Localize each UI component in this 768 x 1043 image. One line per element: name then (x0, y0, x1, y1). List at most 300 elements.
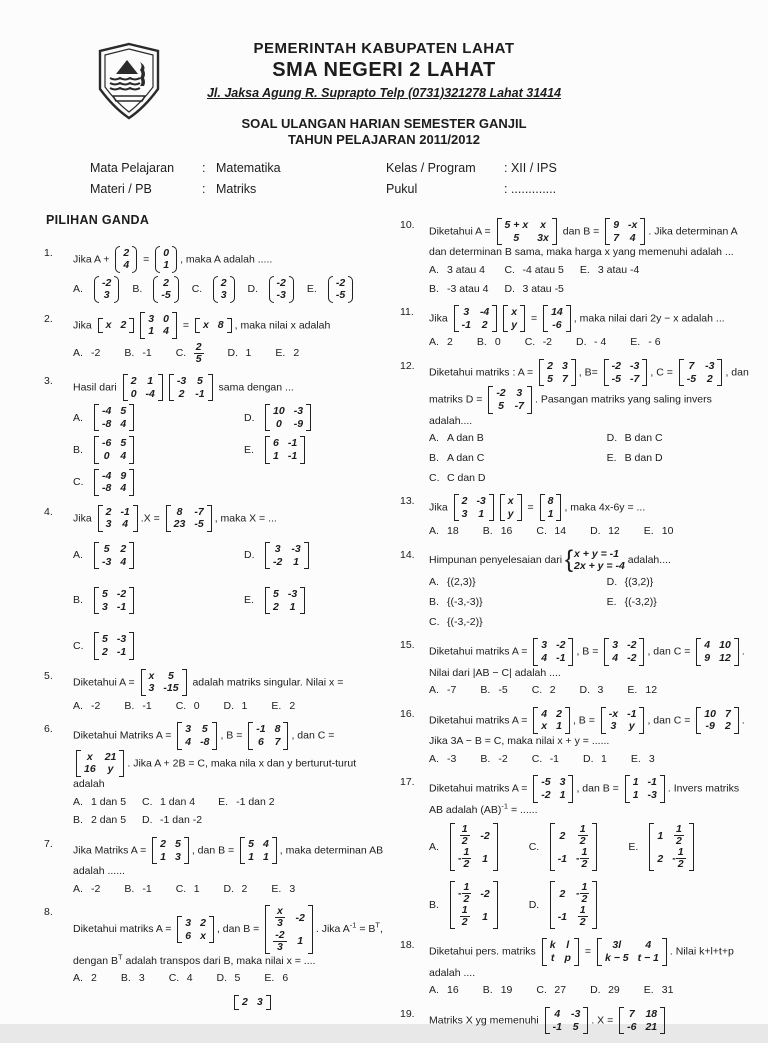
question-text: Diketahui matriks A = 3 -2 4 -1 , B = 3 -2 4 -2 , dan C = 4 10 9 12 . Nilai dari |AB − C| adalah .... (429, 639, 745, 679)
option-label: D. (244, 549, 255, 562)
option-D (607, 575, 752, 590)
option-value: 1 (601, 752, 607, 765)
option-value: 2 (549, 684, 556, 697)
option-value: -1 (142, 347, 152, 360)
question-text: Jika 3 -4 -1 2 x y = 14 -6 , maka nilai dari 2y − x adalah ... (429, 306, 725, 331)
option-label: C. (429, 615, 440, 628)
option-value: -2 (91, 882, 101, 895)
matrix: x 5 3 -15 (141, 669, 187, 696)
matrix: 3 -4 -1 2 (454, 305, 498, 332)
option-A (429, 524, 459, 539)
option-value: - 4 (594, 336, 607, 349)
matrix: x y (500, 494, 522, 521)
option-label: E. (271, 699, 282, 712)
option-value: 27 (554, 984, 567, 997)
option-E (244, 436, 384, 463)
left-column (44, 212, 384, 1043)
fraction: $\frac{x}{3}$ (276, 905, 283, 930)
option-value: {(-3,-3)} (447, 595, 483, 608)
matrix: -1 8 6 7 (248, 722, 288, 749)
option-label: B. (73, 594, 83, 607)
option-A (73, 404, 244, 431)
option-B (480, 683, 507, 698)
matrix: 5 -2 3 -1 (94, 587, 134, 614)
question-text: Diketahui A = 5 + x x 5 3x dan B = 9 -x 7 4 . Jika determinan A dan determinan B sama, maka harga x yang memenuhi adalah ... (429, 219, 738, 259)
option-value (91, 276, 122, 303)
option-value: 2 (289, 699, 296, 712)
option-label: C. (175, 699, 187, 712)
option-value: 10 (661, 525, 674, 538)
question-number: 10. (400, 219, 415, 231)
topic-label: Materi / PB (90, 182, 152, 196)
matrix: 2 -3 3 1 (454, 494, 494, 521)
option-D (529, 881, 601, 929)
option-label: D. (606, 576, 618, 589)
question-text: Himpunan penyelesaian dari { x + y = -1 2x + y = -4 adalah.... (429, 545, 671, 573)
option-E (580, 263, 639, 278)
option-value (447, 823, 501, 871)
question-number: 17. (400, 776, 415, 789)
column-vector: 2 -5 (153, 276, 178, 303)
school-name: SMA NEGERI 2 LAHAT (272, 59, 496, 81)
option-value: 1 dan 4 (160, 795, 196, 808)
matrix: 6 -1 1 -1 (265, 436, 305, 463)
option-A (73, 276, 122, 303)
option-label: C. (524, 336, 536, 349)
option-value: -7 (447, 684, 457, 697)
option-label: D. (504, 282, 515, 295)
option-label: B. (429, 899, 439, 912)
option-value: 16 (447, 984, 459, 997)
option-value: B dan D (624, 451, 663, 464)
column-vector: 2 4 (115, 246, 137, 273)
option-B (124, 346, 151, 361)
option-E (275, 346, 299, 361)
option-value: 29 (608, 984, 620, 997)
option-E (644, 983, 674, 998)
option-label: D. (247, 282, 259, 295)
answer-options (429, 524, 752, 539)
option-value (547, 881, 601, 929)
matrix: -4 9 -8 4 (94, 469, 134, 496)
matrix: k l t p (542, 938, 579, 965)
column-vector: 2 3 (213, 276, 235, 303)
answer-options (429, 431, 752, 485)
option-value (91, 587, 137, 614)
subject-colon: : (202, 161, 206, 175)
topic-value: Matriks (216, 182, 257, 196)
option-value: 0 (494, 336, 501, 349)
matrix: 10 -3 0 -9 (265, 404, 311, 431)
option-value (91, 436, 137, 463)
option-label: C. (536, 525, 547, 538)
option-D (590, 524, 620, 539)
option-value: - 6 (648, 336, 661, 349)
option-D (580, 683, 604, 698)
question-text: Jika 2 -3 3 1 x y = 8 1 , maka 4x-6y = ... (429, 495, 646, 520)
option-value: 3 atau 4 (447, 263, 485, 276)
question-text: Diketahui matriks : A = 2 3 5 7 , B= -2 -3 -5 -7 , C = 7 -3 -5 2 , dan matriks D = -2 3 5 -7 . Pasangan matriks yang saling invers adalah.... (429, 360, 749, 427)
option-label: A. (429, 984, 439, 997)
question-text: Jika 2 -1 3 4 .X = 8 -7 23 -5 , maka X = ... (73, 505, 277, 531)
option-label: D. (227, 347, 239, 360)
matrix: 5 4 1 1 (240, 837, 277, 864)
question-13 (400, 494, 752, 539)
question-5 (44, 669, 384, 714)
option-label: A. (429, 336, 439, 349)
option-A (429, 823, 501, 871)
option-E (607, 451, 752, 466)
fraction: $\frac{1}{2}$ (675, 823, 682, 848)
class-label: Kelas / Program (386, 161, 476, 175)
option-E (631, 752, 655, 767)
matrix: 4 -3 -1 5 (545, 1007, 589, 1034)
option-D (217, 971, 241, 986)
section-title: PILIHAN GANDA (46, 213, 150, 227)
option-label: E. (606, 451, 617, 464)
option-label: B. (480, 752, 491, 765)
option-label: C. (142, 795, 153, 808)
option-label: B. (124, 347, 135, 360)
question-text: Diketahui matriks A = 3 2 6 x , dan B = $\frac{x}{3}$ -2 $\frac{-2}{3}$ 1 . Jika $A^{-1} = B^T$, dengan $B^T$ adalah transpos dari B, maka nilai x = .... (73, 905, 383, 967)
question-14 (400, 545, 752, 629)
option-value (91, 404, 137, 431)
question-number: 4. (44, 505, 53, 518)
option-C (169, 971, 193, 986)
matrix: 2 1 0 -4 (123, 374, 163, 401)
option-C (536, 983, 566, 998)
option-value: 3 atau -4 (597, 263, 640, 276)
option-value: 2 (91, 972, 97, 985)
matrix: 5 + x x 5 3x (497, 218, 557, 245)
question-7 (44, 837, 384, 897)
option-value: 1 (245, 347, 252, 360)
option-B (73, 587, 244, 614)
option-label: A. (73, 549, 83, 562)
option-E (244, 587, 384, 614)
matrix: 3 5 4 -8 (177, 722, 217, 749)
option-value: 6 (282, 972, 289, 985)
option-value: -1 (142, 699, 152, 712)
option-label: E. (627, 684, 638, 697)
answer-options (429, 683, 752, 698)
option-value: 12 (645, 684, 658, 697)
question-number: 6. (44, 723, 53, 736)
option-B (477, 335, 501, 350)
matrix: x 8 (195, 318, 232, 333)
option-label: B. (124, 699, 135, 712)
matrix: 1 $\frac{1}{2}$ 2 - $\frac{1}{2}$ (649, 823, 693, 871)
option-label: C. (528, 841, 540, 853)
option-C (536, 524, 566, 539)
option-E (264, 971, 288, 986)
question-number: 3. (44, 375, 53, 388)
answer-options (73, 404, 384, 496)
option-B (429, 451, 607, 466)
option-label: B. (429, 595, 439, 608)
option-label: E. (579, 263, 590, 276)
option-D (244, 404, 384, 431)
answer-options (73, 342, 384, 365)
government-title: PEMERINTAH KABUPATEN LAHAT (253, 40, 515, 57)
option-value (447, 881, 501, 929)
option-label: D. (244, 411, 255, 424)
option-B (124, 882, 151, 897)
matrix: $\frac{1}{2}$ -2 - $\frac{1}{2}$ 1 (450, 823, 498, 871)
option-E (607, 595, 752, 610)
fraction: $\frac{1}{2}$ (581, 846, 588, 871)
option-A (429, 335, 453, 350)
option-value: 3 (138, 972, 145, 985)
option-B (480, 752, 507, 767)
option-D (504, 282, 563, 297)
option-E (644, 524, 674, 539)
option-C (429, 471, 607, 486)
option-label: A. (429, 752, 439, 765)
option-E (271, 882, 295, 897)
option-C (176, 882, 200, 897)
option-value (91, 632, 137, 659)
option-label: D. (583, 752, 594, 765)
matrix: 2 3 (234, 995, 271, 1010)
matrix: -6 5 0 4 (94, 436, 134, 463)
question-8 (44, 905, 384, 985)
matrix: 2 5 1 3 (152, 837, 189, 864)
option-label: D. (216, 972, 228, 985)
option-value: 3 atau -5 (522, 282, 564, 295)
option-B (124, 699, 151, 714)
option-label: C. (175, 882, 187, 895)
matrix: 7 18 -6 21 (619, 1007, 665, 1034)
option-A (73, 795, 126, 810)
option-label: C. (536, 984, 547, 997)
matrix: 3 -2 4 -2 (604, 638, 644, 665)
option-label: A. (73, 882, 83, 895)
matrix: 5 2 -3 4 (94, 542, 134, 569)
option-value: -4 atau 5 (522, 263, 564, 276)
option-value: -3 atau 4 (447, 282, 489, 295)
matrix: -x -1 3 y (601, 707, 645, 734)
option-C (532, 752, 559, 767)
question-number: 15. (400, 639, 415, 652)
option-value: 31 (661, 984, 674, 997)
option-label: C. (429, 471, 440, 484)
matrix: 5 -3 2 -1 (94, 632, 134, 659)
matrix: x 2 (98, 318, 135, 333)
option-value (325, 276, 356, 303)
matrix: 4 2 x 1 (533, 707, 570, 734)
option-A (429, 575, 607, 590)
letterhead (0, 0, 768, 147)
question-15 (400, 638, 752, 698)
answer-options (73, 699, 384, 714)
option-value: 3 (648, 752, 655, 765)
matrix: -5 3 -2 1 (533, 775, 573, 802)
option-A (73, 346, 100, 361)
option-D (142, 813, 202, 828)
option-value: -3 (447, 752, 457, 765)
option-value: 0 (193, 699, 200, 712)
option-label: E. (275, 347, 286, 360)
answer-options (429, 983, 752, 998)
matrix: 8 1 (540, 494, 562, 521)
option-label: B. (429, 451, 439, 464)
option-label: A. (429, 841, 439, 853)
option-A (73, 971, 97, 986)
matrix: -2 -3 -5 -7 (604, 359, 648, 386)
option-D (244, 542, 384, 569)
question-number: 2. (44, 312, 53, 325)
option-label: A. (73, 282, 83, 295)
fraction: $\frac{1}{2}$ (461, 823, 468, 848)
fraction: $\frac{1}{2}$ (677, 846, 684, 871)
matrix: 2 - $\frac{1}{2}$ -1 $\frac{1}{2}$ (550, 881, 598, 929)
option-B (429, 282, 488, 297)
matrix: 3l 4 k − 5 t − 1 (597, 938, 667, 965)
answer-options (73, 971, 384, 986)
option-value: B dan C (624, 432, 663, 445)
option-A (73, 542, 244, 569)
question-text: Jika x 2 3 0 1 4 = x 8 , maka nilai x adalah (73, 312, 331, 338)
fraction: $\frac{1}{2}$ (463, 881, 470, 906)
option-C (73, 469, 244, 496)
option-C (529, 823, 601, 871)
option-C (176, 342, 204, 365)
matrix: 3 -2 4 -1 (533, 638, 573, 665)
option-value: {(-3,2)} (624, 595, 657, 608)
option-D (607, 431, 752, 446)
option-label: E. (630, 752, 641, 765)
fraction: $\frac{1}{2}$ (581, 881, 588, 906)
option-value: -2 (91, 699, 101, 712)
option-label: D. (590, 984, 601, 997)
option-value: -1 (549, 752, 560, 765)
option-label: A. (73, 347, 83, 360)
option-E (307, 276, 356, 303)
question-6 (44, 722, 384, 827)
option-label: C. (168, 972, 180, 985)
option-A (429, 983, 459, 998)
question-3 (44, 374, 384, 496)
option-B (483, 524, 513, 539)
option-C (192, 276, 238, 303)
matrix: - $\frac{1}{2}$ -2 $\frac{1}{2}$ 1 (450, 881, 498, 929)
option-label: C. (175, 347, 187, 360)
option-value: 2 (241, 882, 248, 895)
answer-options (73, 542, 384, 660)
answer-options (73, 882, 384, 897)
fraction: $\frac{1}{2}$ (579, 823, 586, 848)
fraction: $\frac{1}{2}$ (579, 904, 586, 929)
column-vector: 0 1 (155, 246, 177, 273)
option-B (73, 813, 126, 828)
option-value: {(-3,-2)} (447, 615, 483, 628)
option-value: 5 (234, 972, 241, 985)
option-E (630, 335, 660, 350)
option-label: D. (576, 336, 587, 349)
option-B (121, 971, 145, 986)
option-value (150, 276, 181, 303)
option-D (228, 346, 252, 361)
question-number: 7. (44, 837, 53, 850)
matrix: $\frac{x}{3}$ -2 $\frac{-2}{3}$ 1 (265, 905, 313, 953)
question-number (44, 995, 66, 1010)
option-A (429, 752, 456, 767)
option-A (429, 683, 456, 698)
option-value: -2 (498, 752, 508, 765)
answer-options (429, 823, 752, 929)
option-label: D. (223, 882, 235, 895)
option-D (248, 276, 297, 303)
question-number: 19. (400, 1008, 415, 1020)
option-value: 1 dan 5 (91, 795, 127, 808)
option-label: D. (528, 899, 540, 912)
option-value: 16 (500, 525, 513, 538)
option-label: E. (218, 795, 228, 808)
matrix: -3 5 2 -1 (169, 374, 213, 401)
time-label: Pukul (386, 182, 418, 196)
option-E (218, 795, 275, 810)
matrix: 9 -x 7 4 (605, 218, 645, 245)
matrix: 5 -3 2 1 (265, 587, 305, 614)
option-label: E. (643, 984, 654, 997)
option-label: A. (429, 684, 439, 697)
option-B (132, 276, 181, 303)
school-crest-icon (96, 42, 162, 120)
question-number: 13. (400, 495, 415, 508)
option-C (142, 795, 202, 810)
matrix: 3 -3 -2 1 (265, 542, 309, 569)
matrix: 2 3 5 7 (539, 359, 576, 386)
question-18 (400, 938, 752, 998)
option-B (429, 595, 607, 610)
column-vector: -2 -3 (269, 276, 294, 303)
option-value (646, 823, 696, 871)
option-label: E. (271, 882, 282, 895)
option-A (73, 882, 100, 897)
option-label: E. (643, 525, 654, 538)
option-label: A. (429, 525, 439, 538)
option-value: C dan D (447, 471, 486, 484)
matrix: 8 -7 23 -5 (166, 505, 212, 532)
question-text: Diketahui matriks A = 4 2 x 1 , B = -x -1 3 y , dan C = 10 7 -9 2 . Jika 3A − B = C, maka nilai x + y = ...... (429, 707, 745, 748)
column-vector: -2 3 (94, 276, 119, 303)
option-value (91, 542, 137, 569)
option-label: A. (429, 576, 439, 589)
option-value (210, 276, 238, 303)
question-columns (0, 196, 768, 1043)
option-A (429, 431, 607, 446)
option-label: B. (124, 882, 135, 895)
question-number: 12. (400, 360, 415, 373)
option-label: B. (73, 814, 83, 827)
topic-colon: : (202, 182, 206, 196)
question-text: Diketahui A = x 5 3 -15 adalah matriks singular. Nilai x = (73, 669, 344, 695)
question-text: Jika Matriks A = 2 5 1 3 , dan B = 5 4 1 1 , maka determinan AB adalah ...... (73, 837, 384, 878)
option-label: A. (73, 411, 83, 424)
question-number: 16. (400, 707, 415, 720)
option-value: 19 (500, 984, 513, 997)
option-value: -1 dan 2 (236, 795, 275, 808)
option-label: A. (73, 795, 83, 808)
option-value: A dan C (447, 451, 485, 464)
option-D (576, 335, 606, 350)
option-label: E. (244, 443, 254, 456)
option-label: E. (606, 595, 617, 608)
question-fragment (44, 995, 384, 1010)
question-text: Jika A + 2 4 = 0 1 , maka A adalah ..... (73, 246, 273, 272)
question-17 (400, 775, 752, 929)
